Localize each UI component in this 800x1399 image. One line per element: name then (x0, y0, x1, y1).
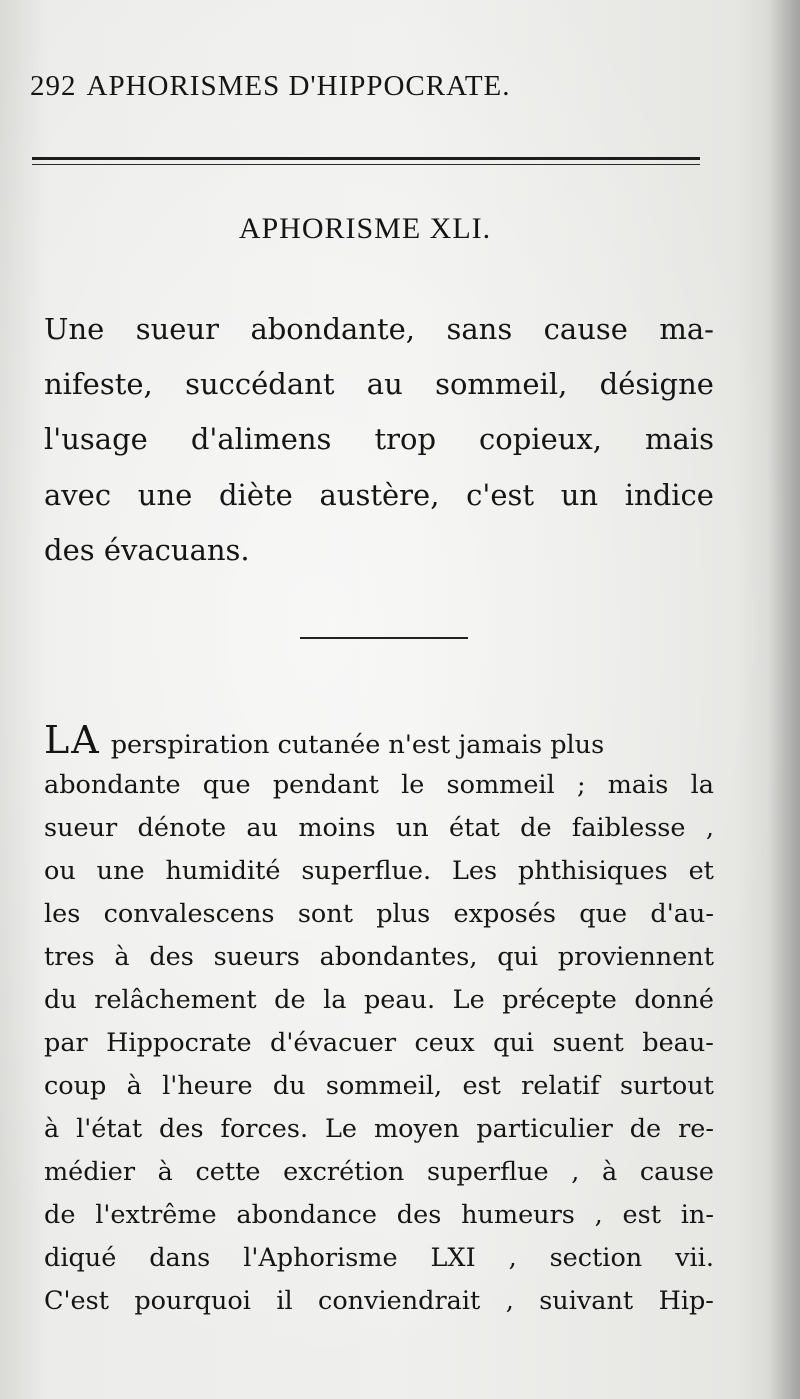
commentary-line: tres à des sueurs abondantes, qui proviennent (44, 942, 714, 972)
commentary-line: ou une humidité superflue. Les phthisiques et (44, 856, 714, 886)
page-edge-shadow (768, 0, 800, 1399)
commentary-line: sueur dénote au moins un état de faiblesse , (44, 813, 714, 843)
commentary-line: du relâchement de la peau. Le précepte donné (44, 985, 714, 1015)
commentary-line: par Hippocrate d'évacuer ceux qui suent beau- (44, 1028, 714, 1058)
aphorism-line-last: des évacuans. (44, 533, 250, 567)
commentary-line: les convalescens sont plus exposés que d'au- (44, 899, 714, 929)
aphorism-title: APHORISME XLI. (238, 212, 492, 245)
page-header (30, 70, 710, 103)
header-rule-thin (32, 164, 700, 165)
commentary-line: abondante que pendant le sommeil ; mais la (44, 770, 714, 800)
aphorism-line: nifeste, succédant au sommeil, désigne (44, 367, 714, 401)
aphorism-line: l'usage d'alimens trop copieux, mais (44, 422, 714, 456)
commentary-line: médier à cette excrétion superflue , à cause (44, 1157, 714, 1187)
commentary-line: C'est pourquoi il conviendrait , suivant Hip- (44, 1286, 714, 1316)
running-title: APHORISMES D'HIPPOCRATE. (86, 70, 511, 102)
commentary-line: diqué dans l'Aphorisme LXI , section vii. (44, 1243, 714, 1273)
page-number: 292 (30, 70, 77, 102)
commentary-line: coup à l'heure du sommeil, est relatif surtout (44, 1071, 714, 1101)
header-rule-thick (32, 157, 700, 160)
commentary-line: de l'extrême abondance des humeurs , est in- (44, 1200, 714, 1230)
section-separator (300, 637, 468, 639)
aphorism-line: avec une diète austère, c'est un indice (44, 478, 714, 512)
drop-cap: LA (44, 718, 101, 762)
commentary-line: à l'état des forces. Le moyen particulier de re- (44, 1114, 714, 1144)
commentary-first-line (44, 718, 714, 762)
aphorism-line: Une sueur abondante, sans cause ma- (44, 312, 714, 346)
commentary-first-line-text: perspiration cutanée n'est jamais plus (110, 730, 605, 760)
